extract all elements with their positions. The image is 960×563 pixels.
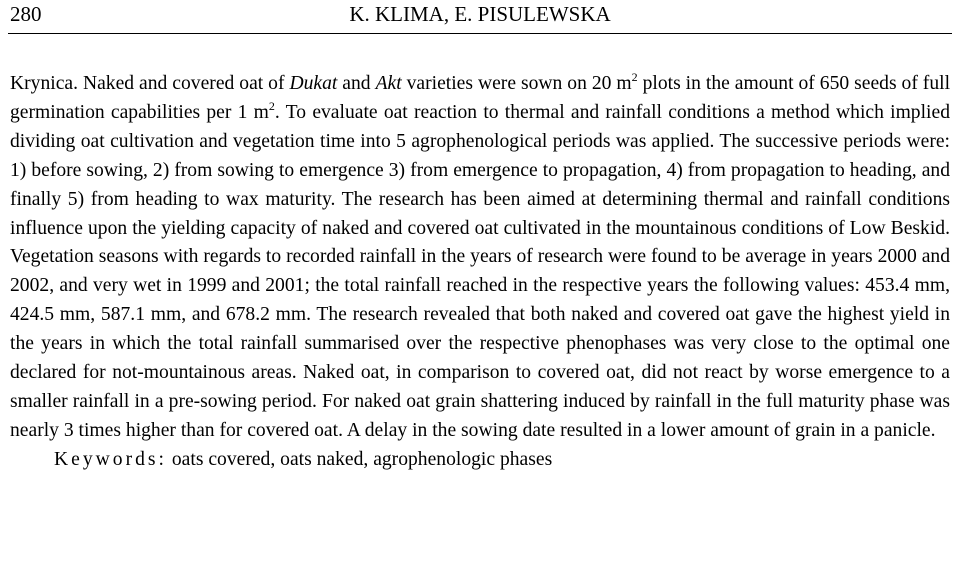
page-number: 280 [10,2,42,26]
keywords-label: Keywords: [54,448,167,470]
abstract-text-4: plots in the amount of 650 seeds of full germination capabilities per 1 m [10,73,951,123]
abstract-paragraph [10,70,950,446]
variety-name-dukat: Dukat [289,73,338,94]
abstract-text-3: varieties were sown on 20 m [401,73,632,94]
superscript-squared-1: 2 [631,70,638,84]
abstract-text-5: . To evaluate oat reaction to thermal and rainfall conditions a method which implied dividing oat cultivation and vegetation time into 5 agrophenological periods was applied. The successive periods were: 1) before sowing, 2) from sowing to emergence 3) from emergence to propagation, 4) from propagation to heading, and finally 5) from heading to wax maturity. The research has been aimed at determining thermal and rainfall conditions influence upon the yielding capacity of naked and covered oat cultivated in the mountainous conditions of Low Beskid. Vegetation seasons with regards to recorded rainfall in the years of research were found to be average in years 2000 and 2002, and very wet in 1999 and 2001; the total rainfall reached in the respective years the following values: 453.4 mm, 424.5 mm, 587.1 mm, and 678.2 mm. The research revealed that both naked and covered oat gave the highest yield in the years in which the total rainfall summarised over the respective phenophases was very close to the optimal one declared for not-mountainous areas. Naked oat, in comparison to covered oat, did not react by worse emergence to a smaller rainfall in a pre-sowing period. For naked oat grain shattering induced by rainfall in the full maturity phase was nearly 3 times higher than for covered oat. A delay in the sowing date resulted in a lower amount of grain in a panicle. [10,101,950,441]
abstract-block [10,70,950,475]
superscript-squared-2: 2 [268,98,275,113]
abstract-text-2: and [337,73,376,94]
running-head-authors: K. KLIMA, E. PISULEWSKA [349,2,611,26]
header-rule [8,33,952,34]
abstract-text-1: Krynica. Naked and covered oat of [10,73,290,94]
running-head [8,0,952,28]
keywords-line [10,446,950,475]
keywords-text: oats covered, oats naked, agrophenologic phases [166,448,553,470]
variety-name-akt: Akt [375,73,402,94]
